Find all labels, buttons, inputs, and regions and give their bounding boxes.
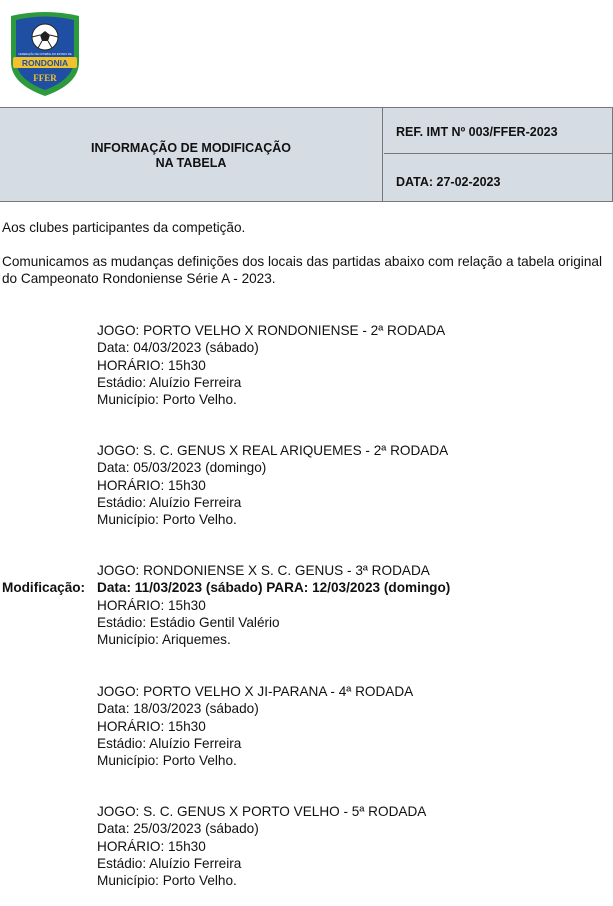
game-block-modified bbox=[97, 562, 450, 648]
game-block bbox=[97, 322, 445, 408]
header-date: DATA: 27-02-2023 bbox=[396, 175, 501, 189]
game-city: Município: Porto Velho. bbox=[97, 392, 237, 408]
game-city: Município: Porto Velho. bbox=[97, 512, 237, 528]
game-time: HORÁRIO: 15h30 bbox=[97, 357, 206, 373]
game-title: JOGO: S. C. GENUS X PORTO VELHO - 5ª RODADA bbox=[97, 804, 427, 819]
header-table bbox=[0, 107, 613, 202]
ffer-logo bbox=[7, 10, 83, 98]
game-stadium: Estádio: Aluízio Ferreira bbox=[97, 374, 242, 390]
game-title: JOGO: RONDONIENSE X S. C. GENUS - 3ª RODADA bbox=[97, 563, 430, 578]
game-stadium: Estádio: Estádio Gentil Valério bbox=[97, 614, 280, 630]
game-date: Data: 05/03/2023 (domingo) bbox=[97, 460, 267, 476]
game-title: JOGO: PORTO VELHO X JI-PARANA - 4ª RODADA bbox=[97, 684, 414, 699]
header-title-line1: INFORMAÇÃO DE MODIFICAÇÃO bbox=[91, 140, 291, 155]
game-time: HORÁRIO: 15h30 bbox=[97, 838, 206, 854]
game-date: Data: 18/03/2023 (sábado) bbox=[97, 701, 259, 717]
intro-line1: Aos clubes participantes da competição. bbox=[2, 220, 246, 235]
game-time: HORÁRIO: 15h30 bbox=[97, 477, 206, 493]
game-city: Município: Ariquemes. bbox=[97, 632, 231, 648]
game-stadium: Estádio: Aluízio Ferreira bbox=[97, 494, 242, 510]
game-time: HORÁRIO: 15h30 bbox=[97, 597, 206, 613]
game-city: Município: Porto Velho. bbox=[97, 873, 237, 889]
header-title bbox=[0, 108, 383, 201]
game-stadium: Estádio: Aluízio Ferreira bbox=[97, 855, 242, 871]
game-block bbox=[97, 683, 413, 769]
logo-bottom: FFER bbox=[33, 73, 57, 83]
logo-top-text: FEDERAÇÃO DE FUTEBOL DO ESTADO DE bbox=[18, 53, 72, 56]
modification-label: Modificação: bbox=[2, 580, 86, 595]
game-city: Município: Porto Velho. bbox=[97, 753, 237, 769]
header-title-line2: NA TABELA bbox=[155, 155, 227, 170]
logo-banner: RONDONIA bbox=[21, 58, 69, 68]
game-block bbox=[97, 442, 448, 528]
header-ref: REF. IMT Nº 003/FFER-2023 bbox=[384, 108, 612, 154]
game-date-modified: Data: 11/03/2023 (sábado) PARA: 12/03/2023 (domingo) bbox=[97, 580, 451, 596]
intro-line2: Comunicamos as mudanças definições dos locais das partidas abaixo com relação a tabela original do Campeonato Rondoniense Série A - 2023. bbox=[2, 254, 602, 286]
game-title: JOGO: PORTO VELHO X RONDONIENSE - 2ª RODADA bbox=[97, 323, 446, 338]
game-block bbox=[97, 803, 426, 889]
game-title: JOGO: S. C. GENUS X REAL ARIQUEMES - 2ª RODADA bbox=[97, 443, 449, 458]
game-date: Data: 25/03/2023 (sábado) bbox=[97, 821, 259, 837]
game-date: Data: 04/03/2023 (sábado) bbox=[97, 340, 259, 356]
game-stadium: Estádio: Aluízio Ferreira bbox=[97, 735, 242, 751]
game-time: HORÁRIO: 15h30 bbox=[97, 718, 206, 734]
